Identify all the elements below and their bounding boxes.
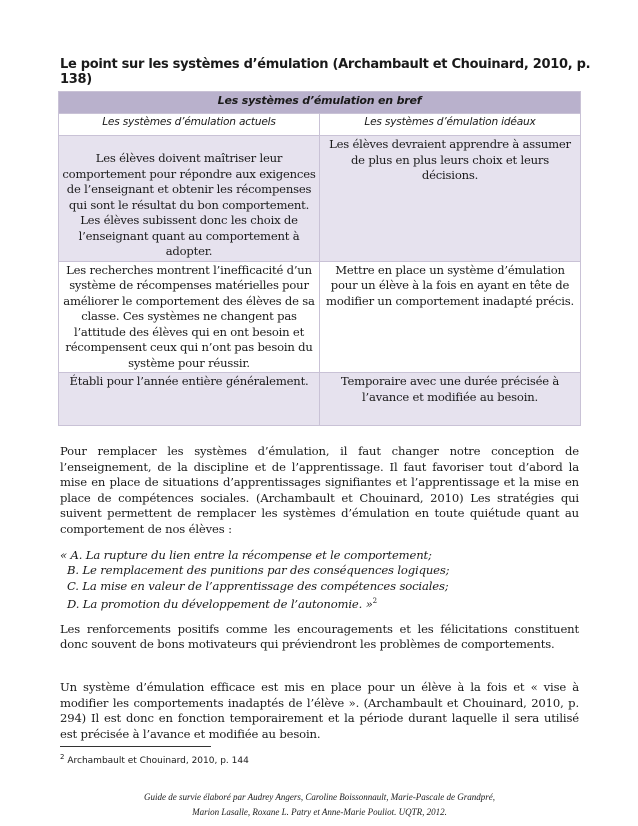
table-cell-current: Établi pour l’année entière généralement. — [59, 373, 320, 426]
table-cell-current: Les recherches montrent l’inefficacité d’un système de récompenses matérielles pour améliorer le comportement des élèves de sa classe. Ces systèmes ne changent pas l’attitude des élèves qui en ont besoin et récompensent ceux qui n’ont pas besoin du système pour réussir. — [59, 261, 320, 373]
table-row — [59, 136, 581, 262]
footnote-number: 2 — [60, 753, 65, 761]
strategy-quote — [60, 548, 579, 613]
table-row — [59, 261, 581, 373]
body-text — [60, 444, 579, 742]
table-cell-ideal: Temporaire avec une durée précisée à l’avance et modifiée au besoin. — [320, 373, 581, 426]
paragraph: Pour remplacer les systèmes d’émulation, il faut changer notre conception de l’enseignement, de la discipline et de l’apprentissage. Il faut favoriser tout d’abord la mise en place de situations d’apprentissages signifiantes et l’apprentissage et la mise en place de compétences sociales. (Archambault et Chouinard, 2010) Les stratégies qui suivent permettent de remplacer les systèmes d’émulation en toute quiétude quant au comportement de nos élèves : — [60, 444, 579, 536]
column-header-ideal: Les systèmes d’émulation idéaux — [320, 114, 581, 136]
footnote-divider — [60, 746, 211, 747]
table-caption: Les systèmes d’émulation en bref — [59, 92, 581, 114]
quote-line: D. La promotion du développement de l’autonomie. » — [67, 597, 373, 612]
footnote — [60, 753, 249, 766]
quote-line: B. Le remplacement des punitions par des conséquences logiques; — [67, 563, 450, 578]
page-footer — [60, 790, 579, 820]
footer-line: Guide de survie élaboré par Audrey Angers, Caroline Boissonnault, Marie-Pascale de Grandpré, — [144, 792, 495, 802]
paragraph: Un système d’émulation efficace est mis en place pour un élève à la fois et « vise à modifier les comportements inadaptés de l’élève ». (Archambault et Chouinard, 2010, p. 294) Il est donc en fonction temporairement et la période durant laquelle il sera utilisé est précisée à l’avance et modifiée au besoin. — [60, 679, 579, 741]
table-cell-current: Les élèves doivent maîtriser leur comportement pour répondre aux exigences de l’enseignant et obtenir les récompenses qui sont le résultat du bon comportement. Les élèves subissent donc les choix de l’enseignant quant au comportement à adopter. — [59, 136, 320, 262]
footnote-text: Archambault et Chouinard, 2010, p. 144 — [67, 756, 249, 766]
footer-line: Marion Lasalle, Roxane L. Patry et Anne-Marie Pouliot. UQTR, 2012. — [192, 807, 447, 817]
table-cell-ideal: Les élèves devraient apprendre à assumer de plus en plus leurs choix et leurs décisions. — [320, 136, 581, 262]
footnote-ref[interactable]: 2 — [372, 597, 377, 606]
emulation-summary-table — [58, 91, 581, 426]
column-header-current: Les systèmes d’émulation actuels — [59, 114, 320, 136]
paragraph: Les renforcements positifs comme les encouragements et les félicitations constituent donc souvent de bons motivateurs qui préviendront les problèmes de comportements. — [60, 621, 579, 652]
table-cell-ideal: Mettre en place un système d’émulation pour un élève à la fois en ayant en tête de modifier un comportement inadapté précis. — [320, 261, 581, 373]
table-row — [59, 373, 581, 426]
quote-line: C. La mise en valeur de l’apprentissage des compétences sociales; — [67, 578, 449, 593]
quote-line: « A. La rupture du lien entre la récompense et le comportement; — [60, 547, 432, 562]
page-title: Le point sur les systèmes d’émulation (Archambault et Chouinard, 2010, p. 138) — [60, 57, 591, 87]
